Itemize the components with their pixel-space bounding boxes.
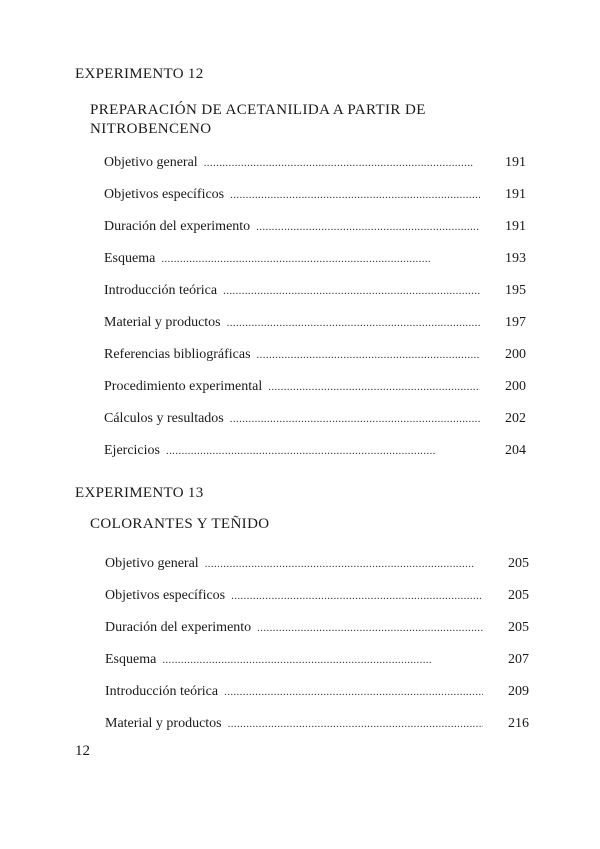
toc-entry-label: Duración del experimento: [105, 620, 252, 635]
dot-leader: [231, 590, 483, 602]
toc-entry-label: Material y productos: [105, 716, 222, 731]
toc-entry[interactable]: [105, 556, 529, 576]
dot-leader: [204, 157, 480, 169]
dot-leader: [162, 654, 483, 666]
toc-entry-page: 197: [505, 315, 526, 330]
toc-entry-page: 200: [505, 379, 526, 394]
toc-entry[interactable]: [104, 315, 526, 335]
toc-entry-page: 191: [505, 187, 526, 202]
dot-leader: [223, 285, 480, 297]
toc-entry[interactable]: [104, 251, 526, 271]
experiment-12-heading: EXPERIMENTO 12: [75, 66, 204, 82]
toc-entry-page: 202: [505, 411, 526, 426]
dot-leader: [161, 253, 480, 265]
toc-entry-page: 193: [505, 251, 526, 266]
toc-entry[interactable]: [104, 187, 526, 207]
dot-leader: [230, 413, 480, 425]
dot-leader: [256, 221, 480, 233]
toc-entry-label: Esquema: [105, 652, 157, 667]
toc-entry-label: Cálculos y resultados: [104, 411, 224, 426]
experiment-13-heading: EXPERIMENTO 13: [75, 485, 204, 501]
dot-leader: [257, 622, 483, 634]
toc-entry-label: Esquema: [104, 251, 156, 266]
toc-entry[interactable]: [104, 155, 526, 175]
toc-entry-label: Objetivo general: [104, 155, 198, 170]
toc-entry[interactable]: [104, 379, 526, 399]
experiment-12-title: PREPARACIÓN DE ACETANILIDA A PARTIR DE NITROBENCENO: [90, 102, 426, 137]
toc-entry-page: 204: [505, 443, 526, 458]
dot-leader: [224, 686, 483, 698]
dot-leader: [205, 558, 483, 570]
dot-leader: [227, 317, 480, 329]
toc-entry[interactable]: [104, 347, 526, 367]
toc-entry[interactable]: [104, 283, 526, 303]
toc-entry-page: 200: [505, 347, 526, 362]
toc-entry-label: Objetivos específicos: [104, 187, 225, 202]
dot-leader: [257, 349, 480, 361]
toc-entry-label: Ejercicios: [104, 443, 160, 458]
toc-entry-page: 209: [508, 684, 529, 699]
toc-entry[interactable]: [104, 411, 526, 431]
toc-entry[interactable]: [105, 620, 529, 640]
toc-entry-label: Procedimiento experimental: [104, 379, 263, 394]
toc-entry[interactable]: [105, 588, 529, 608]
toc-entry-label: Material y productos: [104, 315, 221, 330]
toc-entry-page: 216: [508, 716, 529, 731]
toc-entry-label: Referencias bibliográficas: [104, 347, 251, 362]
page-number: 12: [75, 743, 90, 759]
dot-leader: [230, 189, 480, 201]
dot-leader: [228, 718, 483, 730]
dot-leader: [166, 445, 480, 457]
toc-entry-page: 195: [505, 283, 526, 298]
toc-entry-label: Objetivo general: [105, 556, 199, 571]
toc-entry-page: 207: [508, 652, 529, 667]
toc-entry[interactable]: [105, 652, 529, 672]
toc-entry-label: Introducción teórica: [104, 283, 218, 298]
toc-entry[interactable]: [104, 219, 526, 239]
dot-leader: [268, 381, 480, 393]
toc-entry[interactable]: [105, 716, 529, 736]
toc-entry[interactable]: [104, 443, 526, 463]
toc-entry-page: 205: [508, 556, 529, 571]
toc-entry-label: Introducción teórica: [105, 684, 219, 699]
toc-entry-page: 205: [508, 620, 529, 635]
experiment-13-title: COLORANTES Y TEÑIDO: [90, 516, 270, 532]
toc-entry-page: 191: [505, 155, 526, 170]
toc-entry-page: 205: [508, 588, 529, 603]
toc-entry[interactable]: [105, 684, 529, 704]
toc-entry-label: Duración del experimento: [104, 219, 251, 234]
toc-entry-label: Objetivos específicos: [105, 588, 226, 603]
toc-entry-page: 191: [505, 219, 526, 234]
